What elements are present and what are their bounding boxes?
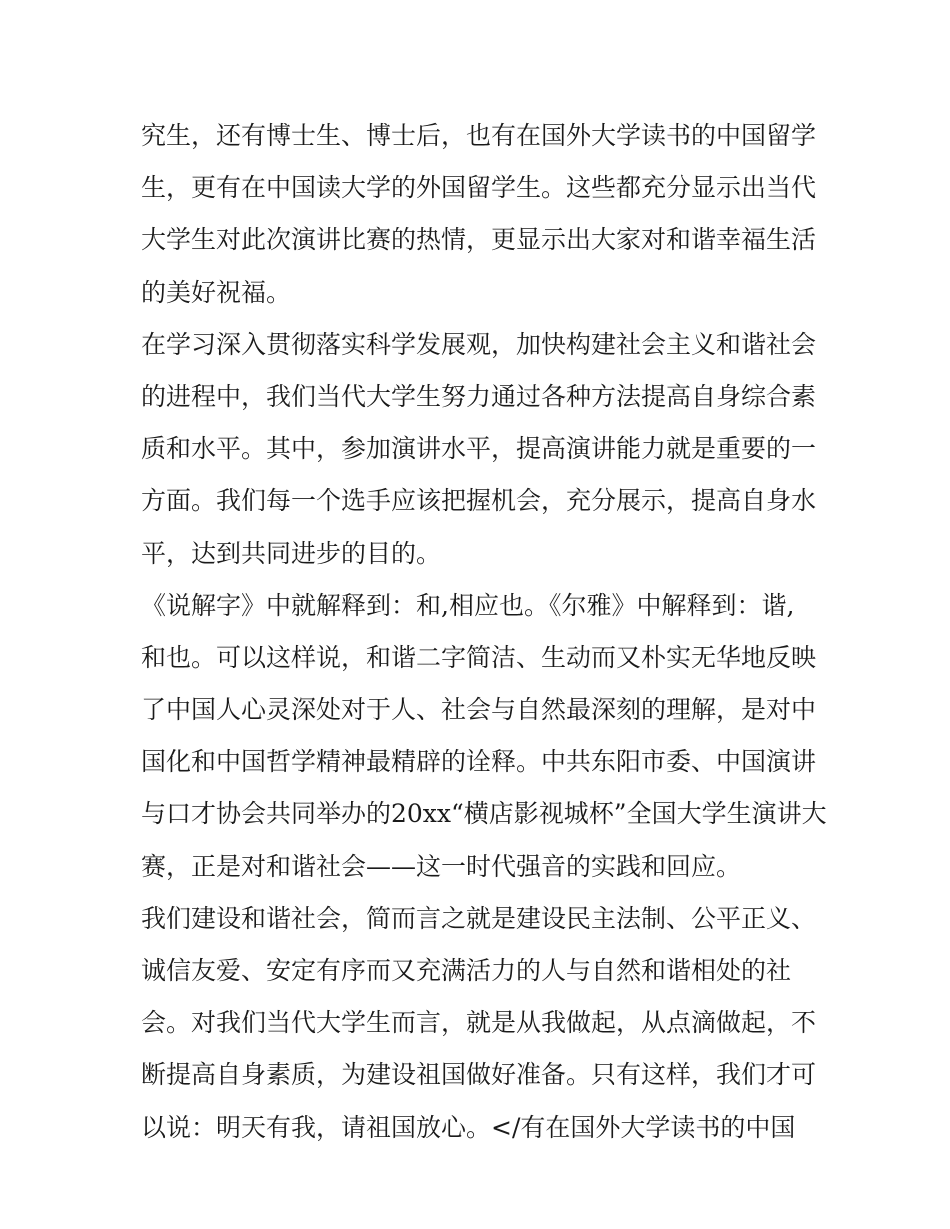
text-line: 断提高自身素质，为建设祖国做好准备。只有这样，我们才可: [141, 1060, 817, 1090]
text-line: 诚信友爱、安定有序而又充满活力的人与自然和谐相处的社: [141, 956, 792, 985]
document-body: [141, 110, 827, 1154]
text-line: 我们建设和谐社会，简而言之就是建设民主法制、公平正义、: [141, 903, 817, 933]
text-line: 生，更有在中国读大学的外国留学生。这些都充分显示出当代: [141, 173, 817, 203]
text-line: 与口才协会共同举办的20xx“横店影视城杯”全国大学生演讲大: [141, 799, 827, 829]
text-line: 究生，还有博士生、博士后，也有在国外大学读书的中国留学: [141, 121, 817, 150]
text-line: 方面。我们每一个选手应该把握机会，充分展示，提高自身水: [141, 486, 817, 516]
text-line: 了中国人心灵深处对于人、社会与自然最深刻的理解，是对中: [141, 695, 817, 725]
text-line: 赛，正是对和谐社会——这一时代强音的实践和回应。: [141, 851, 742, 881]
text-line: 以说：明天有我，请祖国放心。</有在国外大学读书的中国: [141, 1112, 796, 1142]
text-line: 和也。可以这样说，和谐二字简洁、生动而又朴实无华地反映: [141, 642, 817, 672]
text-line: 的进程中，我们当代大学生努力通过各种方法提高自身综合素: [141, 381, 817, 411]
text-line: 大学生对此次演讲比赛的热情，更显示出大家对和谐幸福生活: [141, 225, 817, 255]
text-line: 《说解字》中就解释到：和,相应也。《尔雅》中解释到：谐,: [141, 590, 795, 620]
text-line: 平，达到共同进步的目的。: [141, 538, 442, 568]
text-line: 国化和中国哲学精神最精辟的诠释。中共东阳市委、中国演讲: [141, 747, 817, 777]
text-line: 在学习深入贯彻落实科学发展观，加快构建社会主义和谐社会: [141, 329, 817, 359]
text-line: 会。对我们当代大学生而言，就是从我做起，从点滴做起，不: [141, 1008, 817, 1038]
text-line: 质和水平。其中，参加演讲水平，提高演讲能力就是重要的一: [141, 434, 817, 464]
text-line: 的美好祝福。: [141, 277, 292, 307]
